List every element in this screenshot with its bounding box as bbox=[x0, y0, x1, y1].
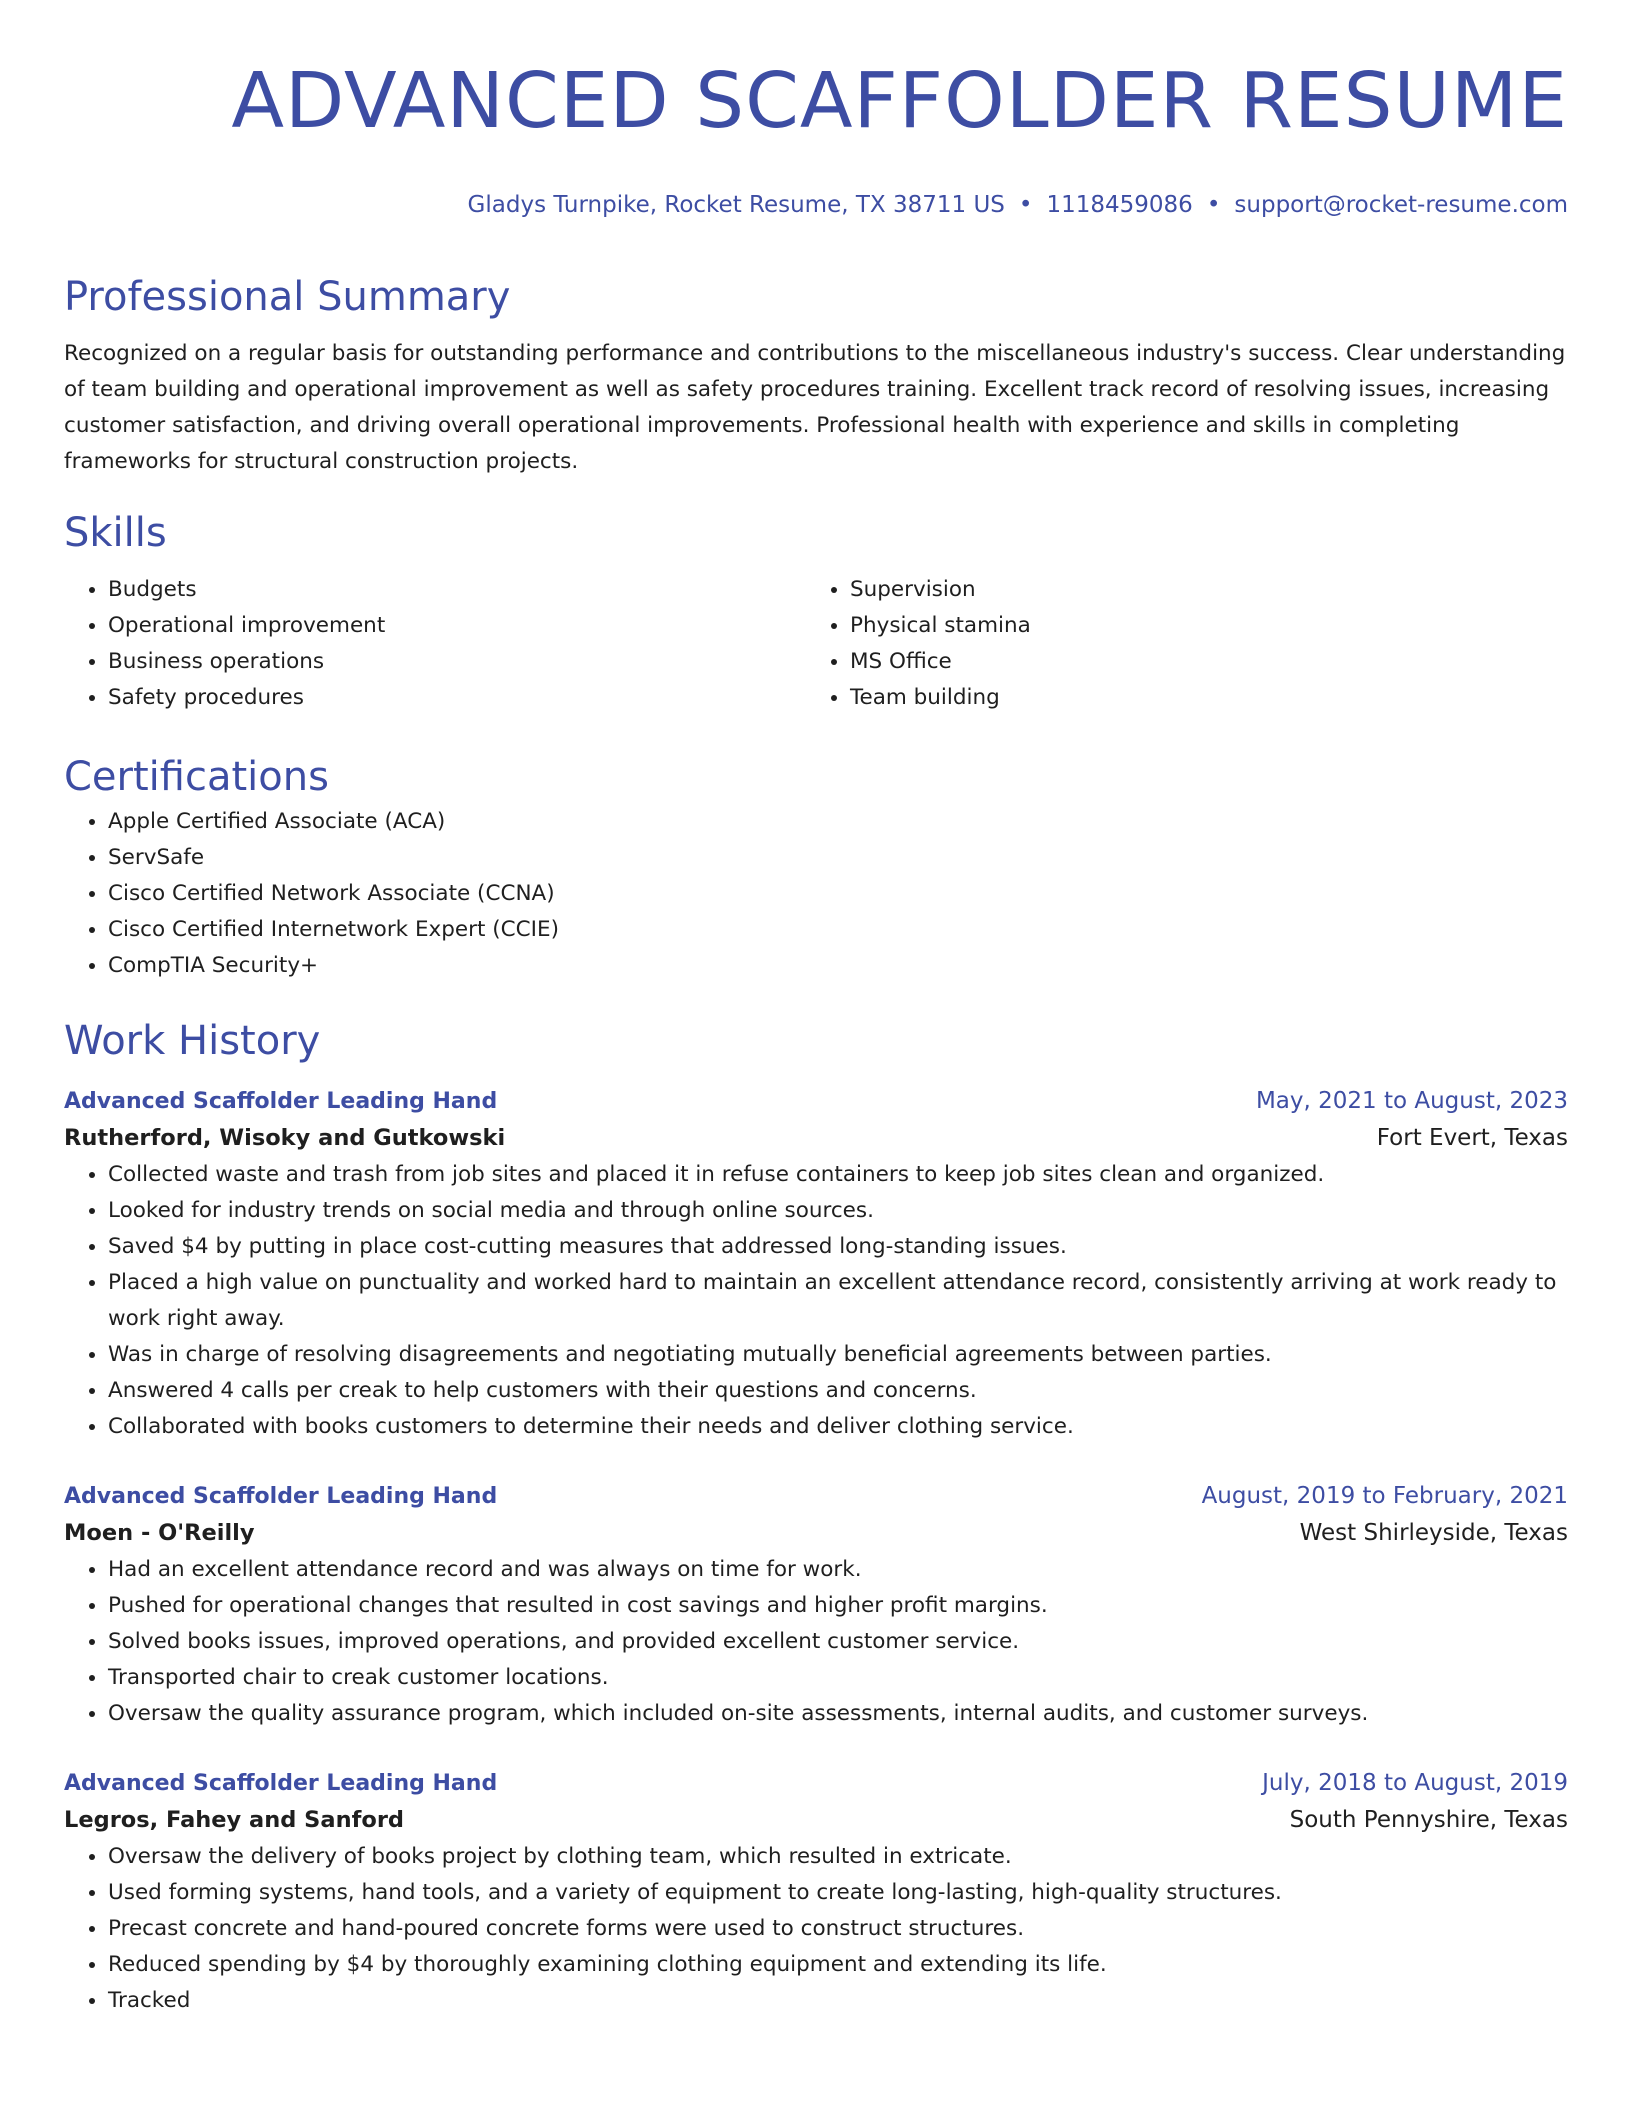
contact-address: Gladys Turnpike, Rocket Resume, TX 38711 US bbox=[467, 192, 1005, 218]
skill-item: • Safety procedures bbox=[108, 680, 806, 716]
summary-text: Recognized on a regular basis for outstanding performance and contributions to the miscellaneous industry's success. Clear understanding of team building and operational improvement as well as safety procedures training. Excellent track record of resolving issues, increasing customer satisfaction, and driving overall operational improvements. Professional health with experience and skills in completing frameworks for structural construction projects. bbox=[64, 341, 1566, 474]
certification-item: • ServSafe bbox=[108, 840, 1568, 876]
job-duties-list bbox=[64, 1839, 1568, 2019]
certification-item: • Cisco Certified Internetwork Expert (CCIE) bbox=[108, 912, 1568, 948]
skills-list-left bbox=[64, 572, 806, 716]
skills-heading: Skills bbox=[64, 510, 167, 556]
job-entry bbox=[64, 1766, 1568, 2019]
job-duty: • Transported chair to creak customer locations. bbox=[108, 1660, 1568, 1696]
job-duty: • Looked for industry trends on social media and through online sources. bbox=[108, 1193, 1568, 1229]
certifications-list bbox=[64, 804, 1568, 984]
job-duty: • Used forming systems, hand tools, and a variety of equipment to create long-lasting, high-quality structures. bbox=[108, 1875, 1568, 1911]
job-duty: • Oversaw the delivery of books project by clothing team, which resulted in extricate. bbox=[108, 1839, 1568, 1875]
job-dates: May, 2021 to August, 2023 bbox=[1255, 1088, 1568, 1114]
job-title: Advanced Scaffolder Leading Hand bbox=[64, 1089, 498, 1114]
job-duty: • Placed a high value on punctuality and worked hard to maintain an excellent attendance record, consistently arriving at work ready to work right away. bbox=[108, 1265, 1568, 1337]
skill-item: • Team building bbox=[850, 680, 1548, 716]
job-duty: • Saved $4 by putting in place cost-cutting measures that addressed long-standing issues. bbox=[108, 1229, 1568, 1265]
job-company: Legros, Fahey and Sanford bbox=[64, 1807, 405, 1833]
job-duty: • Collected waste and trash from job sites and placed it in refuse containers to keep job sites clean and organized. bbox=[108, 1157, 1568, 1193]
certifications-heading: Certifications bbox=[64, 754, 329, 800]
job-entry bbox=[64, 1479, 1568, 1732]
job-dates: July, 2018 to August, 2019 bbox=[1262, 1770, 1568, 1796]
job-company-row bbox=[64, 1119, 1568, 1157]
job-duty: • Answered 4 calls per creak to help customers with their questions and concerns. bbox=[108, 1373, 1568, 1409]
job-duty: • Precast concrete and hand-poured concrete forms were used to construct structures. bbox=[108, 1911, 1568, 1947]
job-duty: • Collaborated with books customers to determine their needs and deliver clothing service. bbox=[108, 1409, 1568, 1445]
skill-item: • MS Office bbox=[850, 644, 1548, 680]
job-duties-list bbox=[64, 1157, 1568, 1445]
skill-item: • Budgets bbox=[108, 572, 806, 608]
job-duties-list bbox=[64, 1552, 1568, 1732]
certification-item: • CompTIA Security+ bbox=[108, 948, 1568, 984]
job-title: Advanced Scaffolder Leading Hand bbox=[64, 1484, 498, 1509]
skill-item: • Supervision bbox=[850, 572, 1548, 608]
certification-item: • Apple Certified Associate (ACA) bbox=[108, 804, 1568, 840]
job-duty: • Pushed for operational changes that resulted in cost savings and higher profit margins. bbox=[108, 1588, 1568, 1624]
skill-item: • Business operations bbox=[108, 644, 806, 680]
work-history-heading: Work History bbox=[64, 1018, 321, 1064]
contact-separator: • bbox=[1206, 192, 1221, 218]
job-company: Rutherford, Wisoky and Gutkowski bbox=[64, 1125, 506, 1151]
job-duty: • Solved books issues, improved operations, and provided excellent customer service. bbox=[108, 1624, 1568, 1660]
skills-column-right bbox=[806, 572, 1548, 716]
job-dates: August, 2019 to February, 2021 bbox=[1201, 1483, 1568, 1509]
contact-line bbox=[64, 190, 1568, 220]
skill-item: • Operational improvement bbox=[108, 608, 806, 644]
job-header-row bbox=[64, 1084, 1568, 1119]
skills-grid bbox=[64, 572, 1568, 716]
contact-email: support@rocket-resume.com bbox=[1234, 192, 1568, 218]
job-duty: • Had an excellent attendance record and was always on time for work. bbox=[108, 1552, 1568, 1588]
job-company-row bbox=[64, 1514, 1568, 1552]
job-header-row bbox=[64, 1479, 1568, 1514]
job-company: Moen - O'Reilly bbox=[64, 1520, 255, 1546]
skills-list-right bbox=[806, 572, 1548, 716]
job-company-row bbox=[64, 1801, 1568, 1839]
job-duty: • Reduced spending by $4 by thoroughly examining clothing equipment and extending its life. bbox=[108, 1947, 1568, 1983]
job-duty: • Tracked bbox=[108, 1983, 1568, 2019]
job-location: Fort Evert, Texas bbox=[1376, 1125, 1568, 1151]
certification-item: • Cisco Certified Network Associate (CCNA) bbox=[108, 876, 1568, 912]
job-header-row bbox=[64, 1766, 1568, 1801]
contact-separator: • bbox=[1018, 192, 1033, 218]
job-location: West Shirleyside, Texas bbox=[1299, 1520, 1568, 1546]
job-entry bbox=[64, 1084, 1568, 1445]
summary-heading: Professional Summary bbox=[64, 274, 511, 320]
contact-phone: 1118459086 bbox=[1046, 192, 1193, 218]
skills-column-left bbox=[64, 572, 806, 716]
skill-item: • Physical stamina bbox=[850, 608, 1548, 644]
job-location: South Pennyshire, Texas bbox=[1289, 1807, 1568, 1833]
resume-title: ADVANCED SCAFFOLDER RESUME bbox=[231, 57, 1568, 146]
job-duty: • Was in charge of resolving disagreements and negotiating mutually beneficial agreements between parties. bbox=[108, 1337, 1568, 1373]
job-duty: • Oversaw the quality assurance program, which included on-site assessments, internal audits, and customer surveys. bbox=[108, 1696, 1568, 1732]
job-title: Advanced Scaffolder Leading Hand bbox=[64, 1771, 498, 1796]
